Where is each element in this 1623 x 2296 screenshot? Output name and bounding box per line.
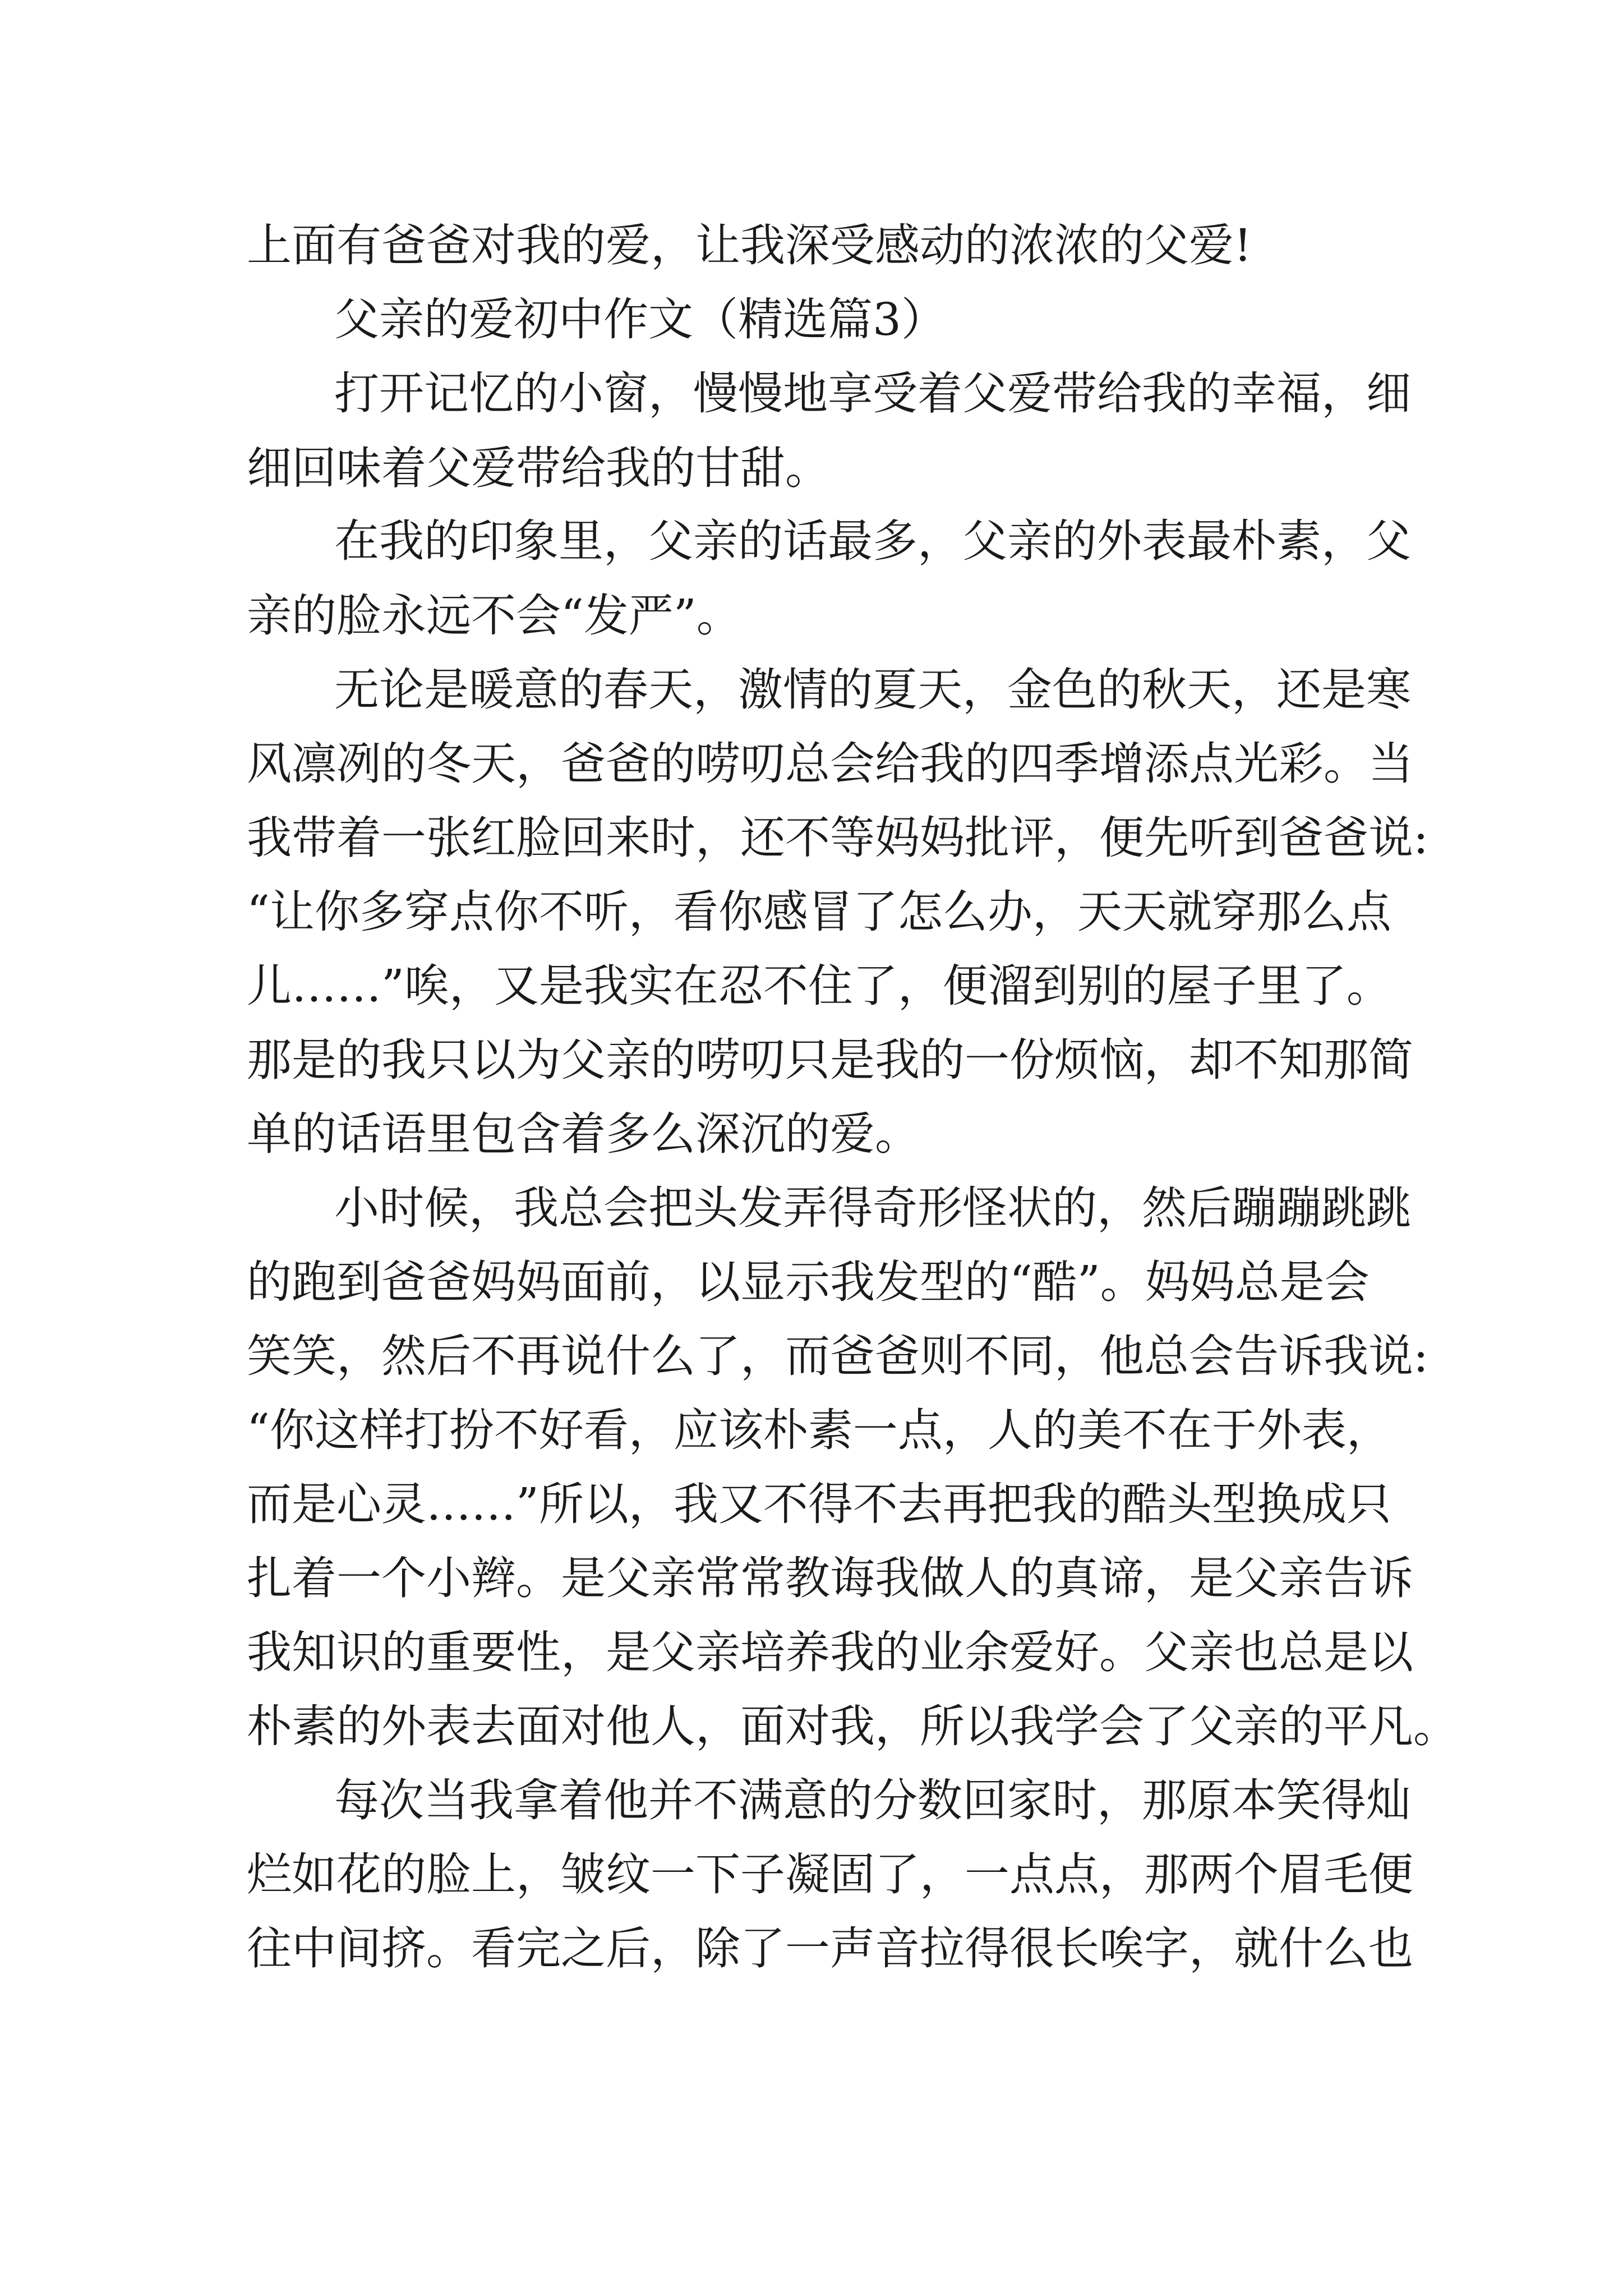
text-line: 单的话语里包含着多么深沉的爱。	[247, 1108, 920, 1160]
text-line: 扎着一个小辫。是父亲常常教诲我做人的真谛，是父亲告诉	[247, 1552, 1413, 1604]
text-line: 小时候，我总会把头发弄得奇形怪状的，然后蹦蹦跳跳	[334, 1182, 1411, 1234]
text-line: 的跑到爸爸妈妈面前，以显示我发型的“酷”。妈妈总是会	[247, 1256, 1370, 1308]
text-line: 我知识的重要性，是父亲培养我的业余爱好。父亲也总是以	[247, 1626, 1413, 1678]
section-heading: 父亲的爱初中作文（精选篇3）	[334, 293, 946, 346]
text-line: 打开记忆的小窗，慢慢地享受着父爱带给我的幸福，细	[334, 367, 1411, 420]
text-line: 那是的我只以为父亲的唠叨只是我的一份烦恼，却不知那简	[247, 1034, 1413, 1086]
text-line: 细回味着父爱带给我的甘甜。	[247, 442, 830, 494]
text-line: 亲的脸永远不会“发严”。	[247, 590, 741, 642]
text-line: 烂如花的脸上，皱纹一下子凝固了，一点点，那两个眉毛便	[247, 1848, 1413, 1901]
text-line: 无论是暖意的春天，激情的夏天，金色的秋天，还是寒	[334, 664, 1411, 716]
text-line: “你这样打扮不好看，应该朴素一点，人的美不在于外表，	[247, 1404, 1391, 1456]
text-line: 朴素的外表去面对他人，面对我，所以我学会了父亲的平凡。	[247, 1700, 1458, 1752]
text-line: 我带着一张红脸回来时，还不等妈妈批评，便先听到爸爸说:	[247, 812, 1428, 864]
text-line: “让你多穿点你不听，看你感冒了怎么办，天天就穿那么点	[247, 886, 1391, 938]
text-line: 儿……”唉，又是我实在忍不住了，便溜到别的屋子里了。	[247, 960, 1391, 1012]
text-line: 每次当我拿着他并不满意的分数回家时，那原本笑得灿	[334, 1774, 1411, 1826]
text-line: 上面有爸爸对我的爱，让我深受感动的浓浓的父爱!	[247, 219, 1252, 272]
text-line: 风凛冽的冬天，爸爸的唠叨总会给我的四季增添点光彩。当	[247, 738, 1413, 790]
text-line: 往中间挤。看完之后，除了一声音拉得很长唉字，就什么也	[247, 1922, 1413, 1975]
text-line: 笑笑，然后不再说什么了，而爸爸则不同，他总会告诉我说:	[247, 1330, 1428, 1382]
text-line: 在我的印象里，父亲的话最多，父亲的外表最朴素，父	[334, 515, 1411, 567]
text-line: 而是心灵……”所以，我又不得不去再把我的酷头型换成只	[247, 1478, 1391, 1530]
